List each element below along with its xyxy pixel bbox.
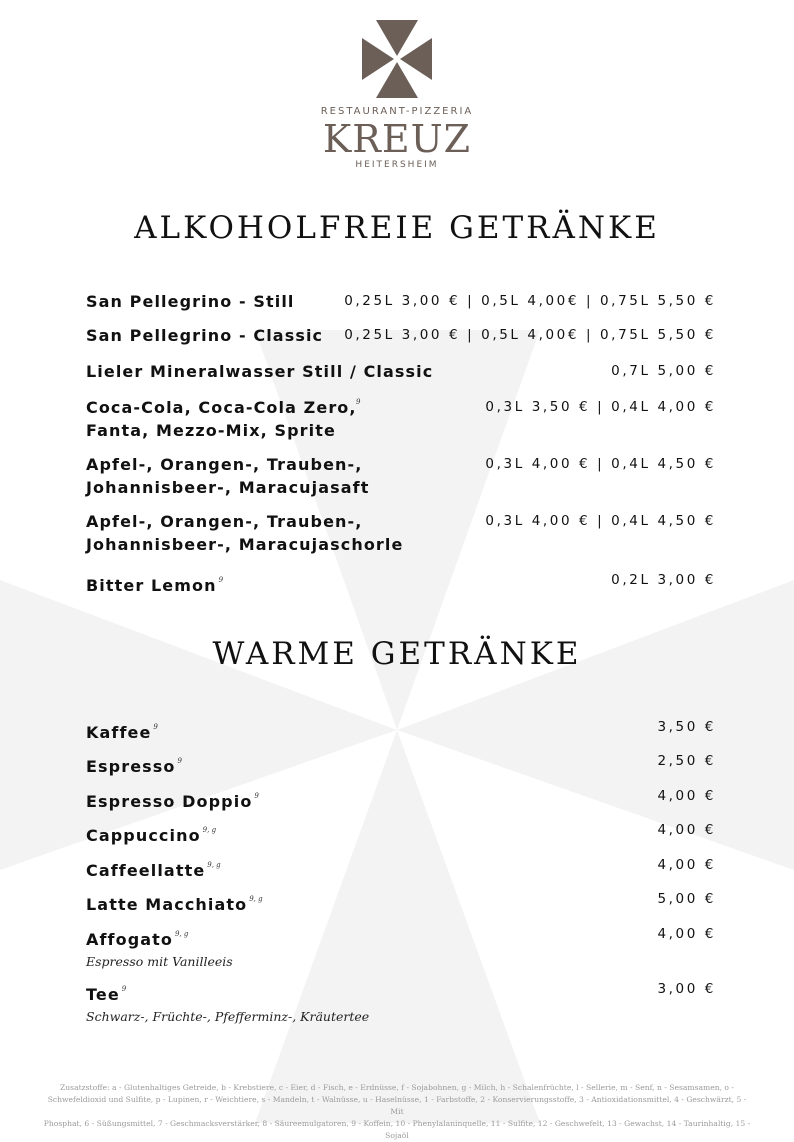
item-price: 4,00 €: [657, 857, 716, 873]
item-price: 0,3L 4,00 € | 0,4L 4,50 €: [485, 456, 716, 472]
item-name: San Pellegrino - Still: [86, 292, 295, 311]
maltese-cross-logo-icon: [362, 18, 432, 100]
menu-item: [86, 854, 716, 882]
logo-name: KREUZ: [322, 117, 472, 161]
item-price: 0,25L 3,00 € | 0,5L 4,00€ | 0,75L 5,50 €: [344, 293, 716, 309]
menu-item: [86, 716, 716, 744]
item-price: 0,3L 3,50 € | 0,4L 4,00 €: [485, 399, 716, 415]
menu-item: [86, 978, 716, 1024]
allergen-superscript: 9: [254, 792, 259, 800]
item-name: San Pellegrino - Classic: [86, 326, 324, 345]
allergen-superscript: 9: [218, 576, 224, 584]
allergen-superscript: 9: [121, 985, 127, 993]
item-price: 0,25L 3,00 € | 0,5L 4,00€ | 0,75L 5,50 €: [344, 327, 716, 343]
allergen-superscript: 9, g: [175, 930, 189, 938]
menu-item: [86, 888, 716, 916]
item-name: Espresso $^9$: [86, 757, 182, 776]
menu-item: [86, 569, 716, 597]
allergen-footnote: [40, 1082, 754, 1142]
allergen-superscript: 9: [177, 757, 182, 765]
item-name: Espresso Doppio $^9$: [86, 792, 259, 811]
item-price: 0,3L 4,00 € | 0,4L 4,50 €: [485, 513, 716, 529]
item-name: Latte Macchiato $^{9, g}$: [86, 895, 263, 914]
allergen-superscript: 9, g: [249, 895, 263, 903]
menu-item: [86, 923, 716, 969]
item-price: 3,50 €: [657, 719, 716, 735]
item-price: 4,00 €: [657, 926, 716, 942]
allergen-superscript: 9, g: [202, 826, 217, 834]
menu-item: [86, 360, 716, 383]
menu-item: [86, 819, 716, 847]
item-name: Apfel-, Orangen-, Trauben-, Johannisbeer-, Maracujaschorle: [86, 512, 404, 554]
allergen-superscript: 9: [153, 723, 158, 731]
item-price: 5,00 €: [657, 891, 716, 907]
item-name: Cappuccino $^{9, g}$: [86, 826, 217, 845]
item-name: Apfel-, Orangen-, Trauben-, Johannisbeer-, Maracujasaft: [86, 455, 370, 497]
item-description: Schwarz-, Früchte-, Pfefferminz-, Kräutertee: [86, 1009, 370, 1024]
menu-item: [86, 453, 716, 499]
item-name: Kaffee $^9$: [86, 723, 158, 742]
footnote-line: Schwefeldioxid und Sulfite, p - Lupinen, r - Weichtiere, s - Mandeln, t - Walnüsse, u - Haselnüsse, 1 - Farbstoffe, 2 - Konservierungsstoffe, 3 - Antioxidationsmittel, 4 - Geschwärzt, 5 - Mit: [47, 1095, 747, 1116]
menu-item: [86, 324, 716, 347]
footnote-line: Phosphat, 6 - Süßungsmittel, 7 - Geschmacksverstärker, 8 - Säureemulgatoren, 9 - Koffein, 10 - Phenylalaninquelle, 11 - Sulfite, 12 - Geschwefelt, 13 - Gewachst, 14 - Taurinhaltig, 15 - Sojaöl: [43, 1119, 751, 1140]
item-price: 0,7L 5,00 €: [611, 363, 716, 379]
menu-item: [86, 510, 716, 556]
item-name: Lieler Mineralwasser Still / Classic: [86, 362, 434, 381]
restaurant-logo: [0, 18, 794, 170]
logo-subtitle: RESTAURANT-PIZZERIA: [320, 106, 474, 117]
menu-item: [86, 785, 716, 813]
item-name: Tee $^9$: [86, 985, 127, 1004]
menu-item: [86, 750, 716, 778]
item-price: 3,00 €: [657, 981, 716, 997]
item-price: 0,2L 3,00 €: [611, 572, 716, 588]
item-price: 2,50 €: [657, 753, 716, 769]
item-description: Espresso mit Vanilleeis: [86, 954, 233, 969]
allergen-superscript: 9, g: [207, 861, 221, 869]
section-title-warm: WARME GETRÄNKE: [212, 636, 582, 672]
footnote-line: Zusatzstoffe: a - Glutenhaltiges Getreide, b - Krebstiere, c - Eier, d - Fisch, e - Erdnüsse, f - Sojabohnen, g - Milch, h - Schalenfrüchte, l - Sellerie, m - Senf, n - Sesamsamen, o -: [60, 1083, 734, 1092]
item-name: Bitter Lemon $^9$: [86, 576, 224, 595]
item-name: Coca-Cola, Coca-Cola Zero, Fanta, Mezzo-Mix, Sprite: [86, 398, 357, 440]
section-title-alkoholfrei: ALKOHOLFREIE GETRÄNKE: [134, 210, 660, 246]
item-price: 4,00 €: [657, 822, 716, 838]
menu-item: [86, 290, 716, 313]
allergen-superscript: 9: [356, 398, 361, 406]
item-name: Affogato $^{9, g}$: [86, 930, 189, 949]
item-price: 4,00 €: [657, 788, 716, 804]
menu-item: [86, 396, 716, 442]
item-name: Caffeellatte $^{9, g}$: [86, 861, 221, 880]
logo-city: HEITERSHEIM: [355, 160, 439, 170]
